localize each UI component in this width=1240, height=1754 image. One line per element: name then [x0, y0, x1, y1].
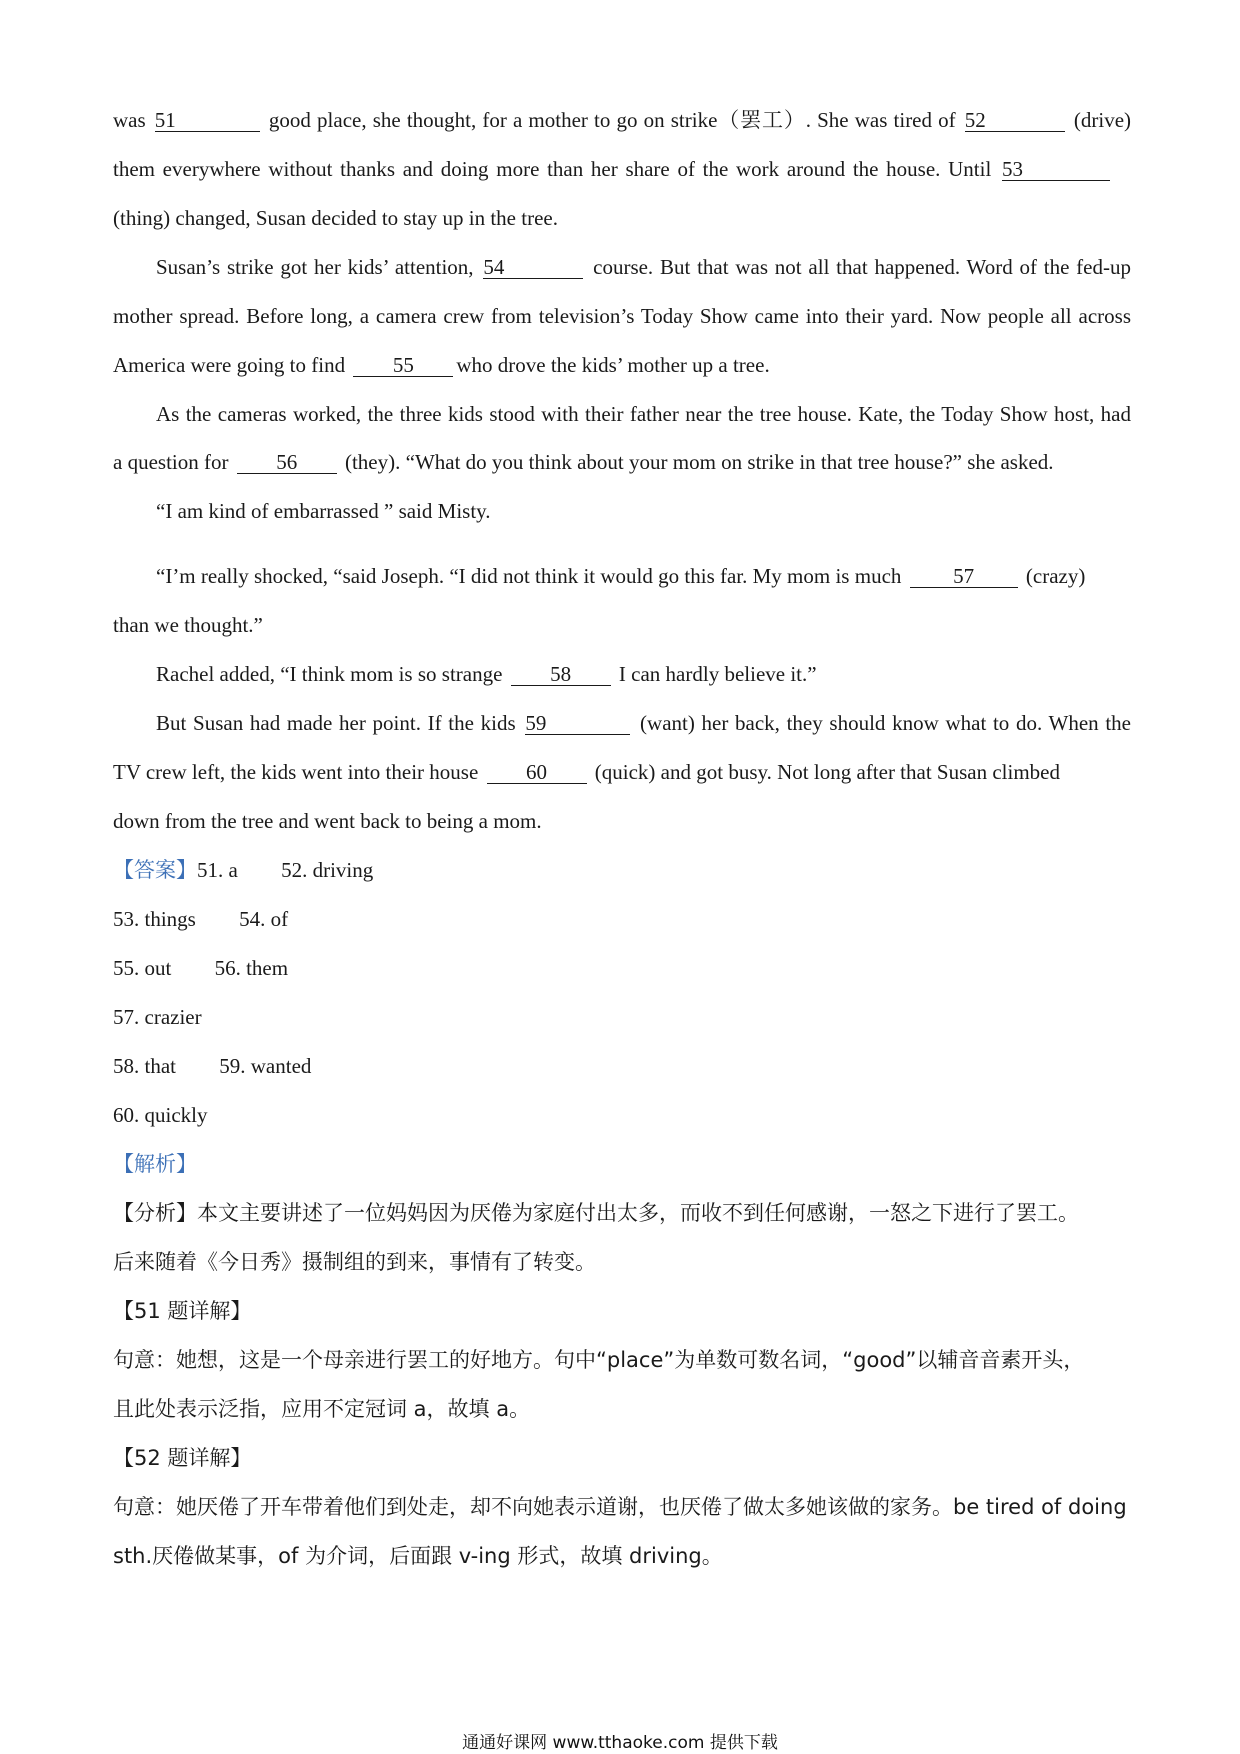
- answer-row-2: 53. things 54. of: [113, 907, 289, 931]
- analysis-summary-2: 后来随着《今日秀》摄制组的到来，事情有了转变。: [113, 1250, 596, 1274]
- blank-53: 53: [1002, 158, 1110, 181]
- passage-line-14: TV crew left, the kids went into their house 60 (quick) and got busy. Not long after that Susan climbed: [113, 760, 1060, 784]
- blank-56: 56: [237, 451, 337, 474]
- detail-52-line-1: 句意：她厌倦了开车带着他们到处走，却不向她表示道谢，也厌倦了做太多她该做的家务。be tired of doing: [113, 1495, 1127, 1519]
- detail-52-line-2: sth.厌倦做某事，of 为介词，后面跟 v-ing 形式，故填 driving。: [113, 1544, 723, 1568]
- passage-line-7: As the cameras worked, the three kids stood with their father near the tree house. Kate, the Today Show host, had: [156, 402, 1131, 426]
- blank-54: 54: [483, 256, 583, 279]
- analysis-summary-1: 【分析】本文主要讲述了一位妈妈因为厌倦为家庭付出太多，而收不到任何感谢，一怒之下进行了罢工。: [113, 1201, 1079, 1225]
- blank-60: 60: [487, 761, 587, 784]
- passage-line-8: a question for 56 (they). “What do you think about your mom on strike in that tree house?” she asked.: [113, 450, 1054, 474]
- analysis-label: 【解析】: [113, 1152, 197, 1176]
- passage-line-11: than we thought.”: [113, 613, 263, 637]
- passage-line-3: (thing) changed, Susan decided to stay up in the tree.: [113, 206, 558, 230]
- blank-59: 59: [525, 712, 630, 735]
- passage-line-9: “I am kind of embarrassed ” said Misty.: [156, 499, 491, 523]
- heading-52: 【52 题详解】: [113, 1446, 252, 1470]
- passage-line-1: was 51 good place, she thought, for a mother to go on strike（罢工）. She was tired of 52 (drive): [113, 108, 1132, 132]
- answer-row-4: 57. crazier: [113, 1005, 202, 1029]
- passage-line-15: down from the tree and went back to being a mom.: [113, 809, 542, 833]
- blank-51: 51: [155, 109, 260, 132]
- detail-51-line-1: 句意：她想，这是一个母亲进行罢工的好地方。句中“place”为单数可数名词，“good”以辅音音素开头，: [113, 1348, 1085, 1372]
- answer-label: 【答案】: [113, 858, 197, 882]
- footer-watermark: 通通好课网 www.tthaoke.com 提供下载: [462, 1733, 778, 1753]
- detail-51-line-2: 且此处表示泛指，应用不定冠词 a，故填 a。: [113, 1397, 531, 1421]
- blank-58: 58: [511, 663, 611, 686]
- answer-row-3: 55. out 56. them: [113, 956, 289, 980]
- answer-row-5: 58. that 59. wanted: [113, 1054, 312, 1078]
- blank-55: 55: [353, 354, 453, 377]
- passage-line-12: Rachel added, “I think mom is so strange 58 I can hardly believe it.”: [156, 662, 817, 686]
- heading-51: 【51 题详解】: [113, 1299, 252, 1323]
- passage-line-5: mother spread. Before long, a camera crew from television’s Today Show came into their yard. Now people all across: [113, 304, 1131, 328]
- passage-line-6: America were going to find 55 who drove the kids’ mother up a tree.: [113, 353, 770, 377]
- blank-57: 57: [910, 565, 1018, 588]
- passage-line-2: them everywhere without thanks and doing more than her share of the work around the house. Until 53: [113, 155, 1113, 183]
- answer-row-1: 【答案】51. a 52. driving: [113, 858, 374, 882]
- passage-line-10: “I’m really shocked, “said Joseph. “I did not think it would go this far. My mom is much 57 (crazy): [156, 564, 1086, 588]
- passage-line-4: Susan’s strike got her kids’ attention, 54 course. But that was not all that happened. Word of the fed-up: [156, 255, 1131, 279]
- blank-52: 52: [965, 109, 1065, 132]
- passage-line-13: But Susan had made her point. If the kids 59 (want) her back, they should know what to do. When the: [156, 711, 1132, 735]
- answer-row-6: 60. quickly: [113, 1103, 208, 1127]
